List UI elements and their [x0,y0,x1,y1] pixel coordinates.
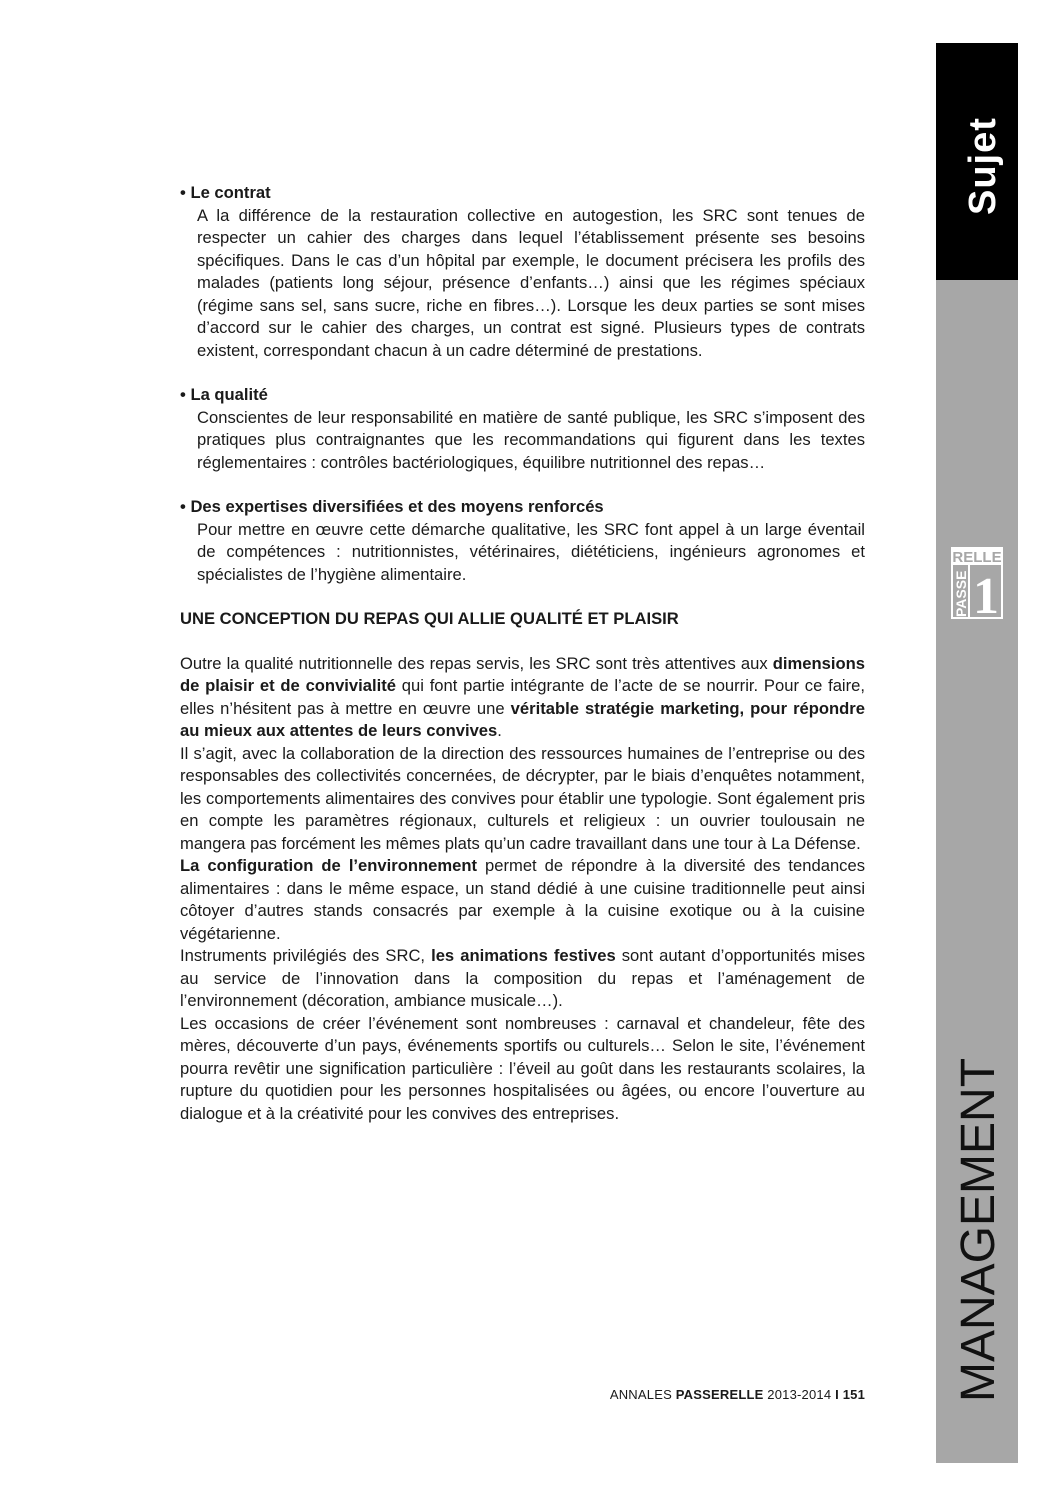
bullet: • [180,497,186,516]
p4-bold-b: les animations festives [431,946,616,965]
footer-brand: PASSERELLE [675,1387,764,1402]
paragraph-4 [180,945,865,1013]
bullet: • [180,385,186,404]
footer-separator: I [835,1387,839,1402]
p3-bold-a: La configuration de l’environnement [180,856,477,875]
section-title-text: Le contrat [190,183,271,202]
passerelle-1-logo [951,547,1003,619]
p1-bold-d: véritable stratégie marketing, pour répondre au mieux aux attentes de leurs convives [180,698,865,740]
logo-passe-text: PASSE [953,570,969,617]
page-footer [480,1387,865,1402]
footer-year: 2013-2014 [767,1387,832,1402]
sidebar-management-label: MANAGEMENT [952,1057,1005,1402]
paragraph-1 [180,653,865,743]
section-title [180,182,865,205]
section-qualite [180,384,865,474]
p1-text-a: Outre la qualité nutritionnelle des repas servis, les SRC sont très attentives aux [180,653,773,673]
page-number: 151 [842,1387,865,1402]
section-title-text: La qualité [190,385,268,404]
paragraph-2: Il s’agit, avec la collaboration de la direction des ressources humaines de l’entreprise ou des responsables des collectivités concernées, de décrypter, par le biais d’enquêtes notamment, les comportements alimentaires des convives pour établir une typologie. Sont également pris en compte les paramètres régionaux, culturels et religieux : un ouvrier toulousain ne mangera pas forcément les mêmes plats qu’un cadre travaillant dans une tour à La Défense. [180,743,865,853]
p1-bold-b: dimensions de plaisir et de convivialité [180,653,865,695]
p1-text-c: qui font partie intégrante de l’acte de se nourrir. Pour ce faire, elles n’hésitent pas à mettre en œuvre une [180,676,865,718]
p1-text-e: . [497,721,502,740]
p3-text-b: permet de répondre à la diversité des tendances alimentaires : dans le même espace, un stand dédié à une cuisine traditionnelle peut ainsi côtoyer d’autres stands consacrés par exemple à la cuisine exotique ou à la cuisine végétarienne. [180,856,865,943]
section-body: Pour mettre en œuvre cette démarche qualitative, les SRC font appel à un large éventail de compétences : nutritionnistes, vétérinaires, diététiciens, ingénieurs agronomes et spécialistes de l’hygiène alimentaire. [197,519,865,584]
paragraph-5: Les occasions de créer l’événement sont nombreuses : carnaval et chandeleur, fête des mères, découverte d’un pays, événements sportifs ou culturels… Selon le site, l’événement pourra revêtir une signification particulière : l’éveil au goût dans les restaurants scolaires, la rupture du quotidien pour les personnes hospitalisées ou âgées, ou encore l’ouverture au dialogue et à la créativité pour les convives des entreprises. [180,1013,865,1123]
p4-text-a: Instruments privilégiés des SRC, [180,946,432,965]
logo-number-text: 1 [973,568,999,619]
footer-annales: ANNALES [609,1387,672,1402]
section-expertises [180,496,865,586]
bullet: • [180,183,186,202]
sidebar-sujet-label: Sujet [962,117,1004,215]
logo-relle-text: RELLE [952,549,1002,566]
section-title [180,384,865,407]
section-body: Conscientes de leur responsabilité en matière de santé publique, les SRC s’imposent des pratiques plus contraignantes que les recommandations qui figurent dans les textes réglementaires : contrôles bactériologiques, équilibre nutritionnel des repas… [197,407,865,472]
p4-text-c: sont autant d’opportunités mises au service de l’innovation dans la composition du repas et l’aménagement de l’environnement (décoration, ambiance musicale…). [180,946,865,1010]
section-title-text: Des expertises diversifiées et des moyens renforcés [190,497,604,516]
section-title [180,496,865,519]
paragraph-3 [180,855,865,945]
page-content [180,182,865,1125]
section-body: A la différence de la restauration collective en autogestion, les SRC sont tenues de respecter un cahier des charges dans lequel l’établissement présente ses besoins spécifiques. Dans le cas d’un hôpital par exemple, le document précisera les profils des malades (patients long séjour, présence d’enfants…) ainsi que les régimes spéciaux (régime sans sel, sans sucre, riche en fibres…). Lorsque les deux parties se sont mises d’accord sur le cahier des charges, un contrat est signé. Plusieurs types de contrats existent, correspondant chacun à un cadre déterminé de prestations. [197,205,865,360]
section-contrat [180,182,865,362]
section-heading: UNE CONCEPTION DU REPAS QUI ALLIE QUALITÉ ET PLAISIR [180,609,679,628]
